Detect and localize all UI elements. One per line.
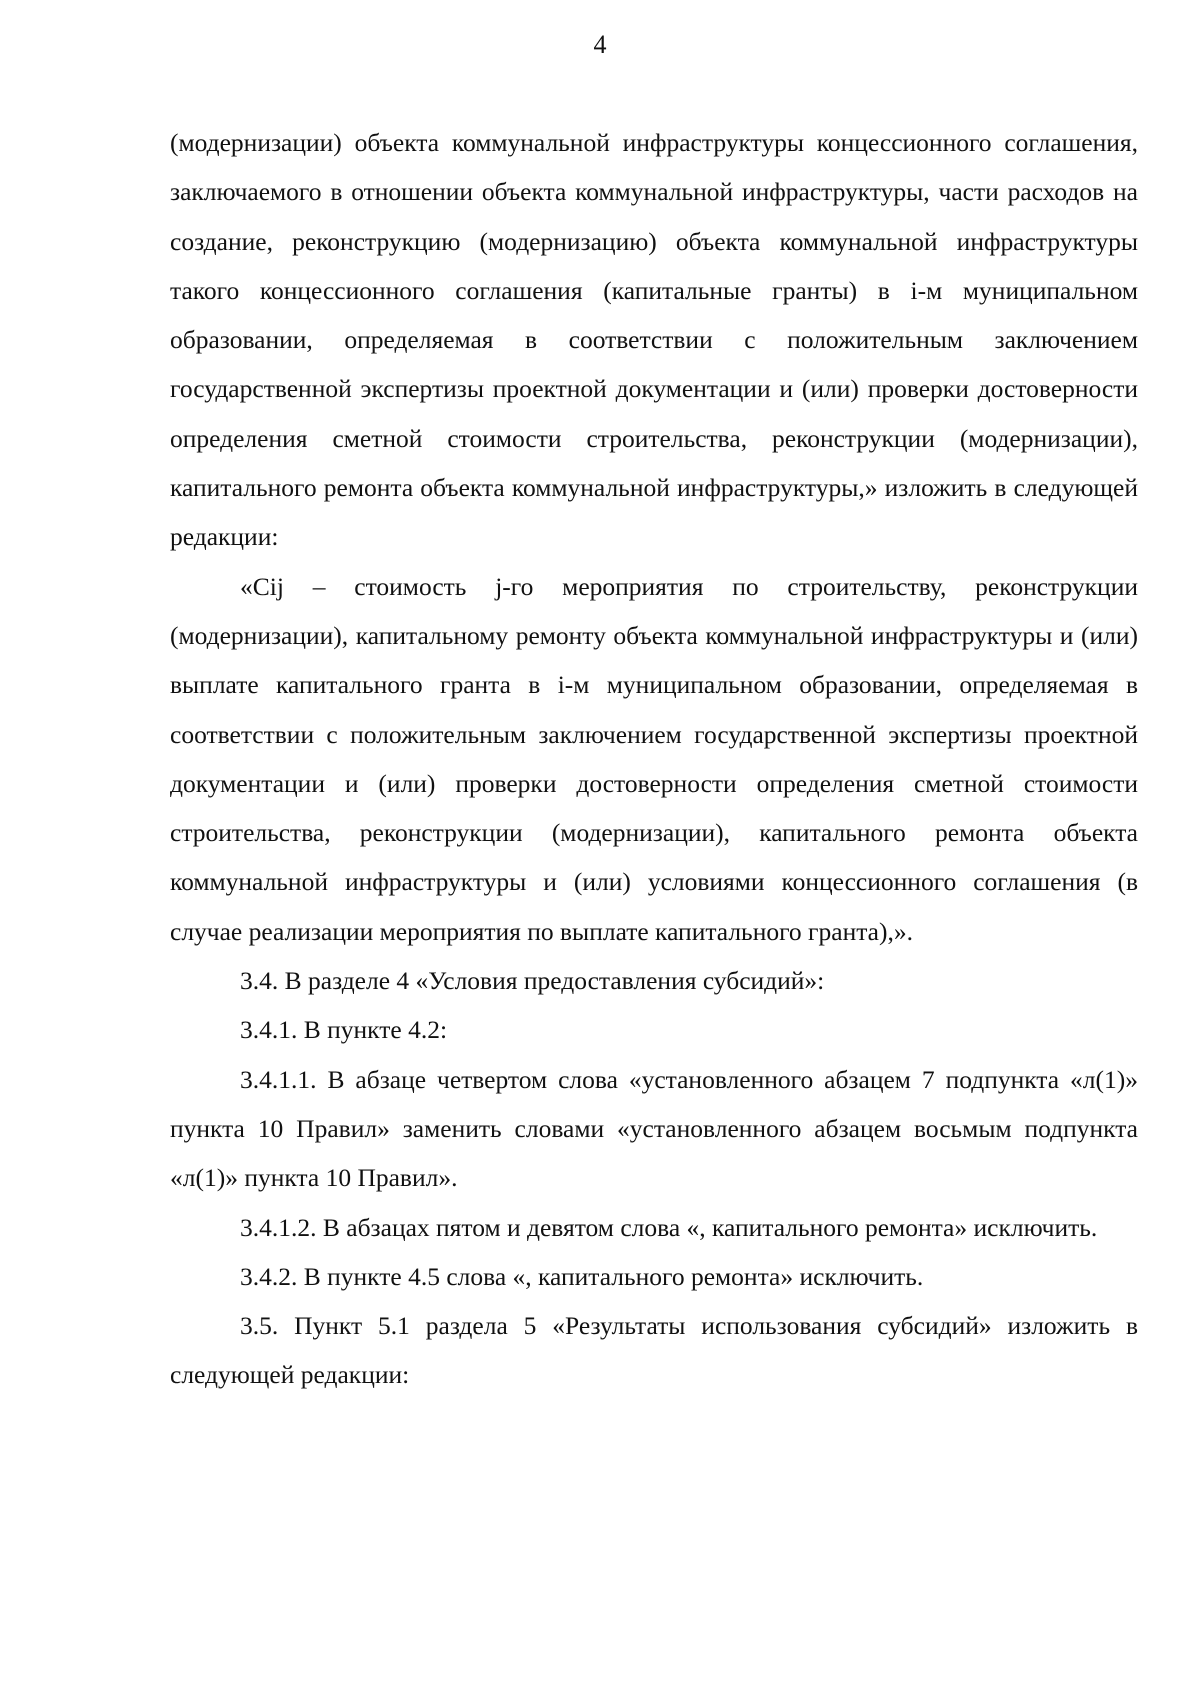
paragraph-section-3-4-1-1: 3.4.1.1. В абзаце четвертом слова «установленного абзацем 7 подпункта «л(1)» пункта 10 Правил» заменить словами «установленного абзацем восьмым подпункта «л(1)» пункта 10 Правил». (170, 1064, 1138, 1193)
paragraph-section-3-4-2: 3.4.2. В пункте 4.5 слова «, капитального ремонта» исключить. (240, 1261, 924, 1291)
paragraph-continuation: (модернизации) объекта коммунальной инфраструктуры концессионного соглашения, заключаемого в отношении объекта коммунальной инфраструктуры, части расходов на создание, реконструкцию (модернизацию) объекта коммунальной инфраструктуры такого концессионного соглашения (капитальные гранты) в i-м муниципальном образовании, определяемая в соответствии с положительным заключением государственной экспертизы проектной документации и (или) проверки достоверности определения сметной стоимости строительства, реконструкции (модернизации), капитального ремонта объекта коммунальной инфраструктуры,» изложить в следующей редакции: (170, 128, 1138, 552)
document-body (170, 118, 1138, 1400)
paragraph-section-3-5: 3.5. Пункт 5.1 раздела 5 «Результаты использования субсидий» изложить в следующей редакции: (170, 1311, 1138, 1390)
page-number: 4 (593, 30, 607, 59)
paragraph-section-3-4-1-2: 3.4.1.2. В абзацах пятом и девятом слова «, капитального ремонта» исключить. (240, 1212, 1098, 1242)
paragraph-cij-definition: «Cij – стоимость j-го мероприятия по строительству, реконструкции (модернизации), капитальному ремонту объекта коммунальной инфраструктуры и (или) выплате капитального гранта в i-м муниципальном образовании, определяемая в соответствии с положительным заключением государственной экспертизы проектной документации и (или) проверки достоверности определения сметной стоимости строительства, реконструкции (модернизации), капитального ремонта объекта коммунальной инфраструктуры и (или) условиями концессионного соглашения (в случае реализации мероприятия по выплате капитального гранта),». (170, 571, 1138, 946)
paragraph-section-3-4-1: 3.4.1. В пункте 4.2: (240, 1015, 448, 1045)
paragraph-section-3-4: 3.4. В разделе 4 «Условия предоставления субсидий»: (240, 966, 825, 996)
